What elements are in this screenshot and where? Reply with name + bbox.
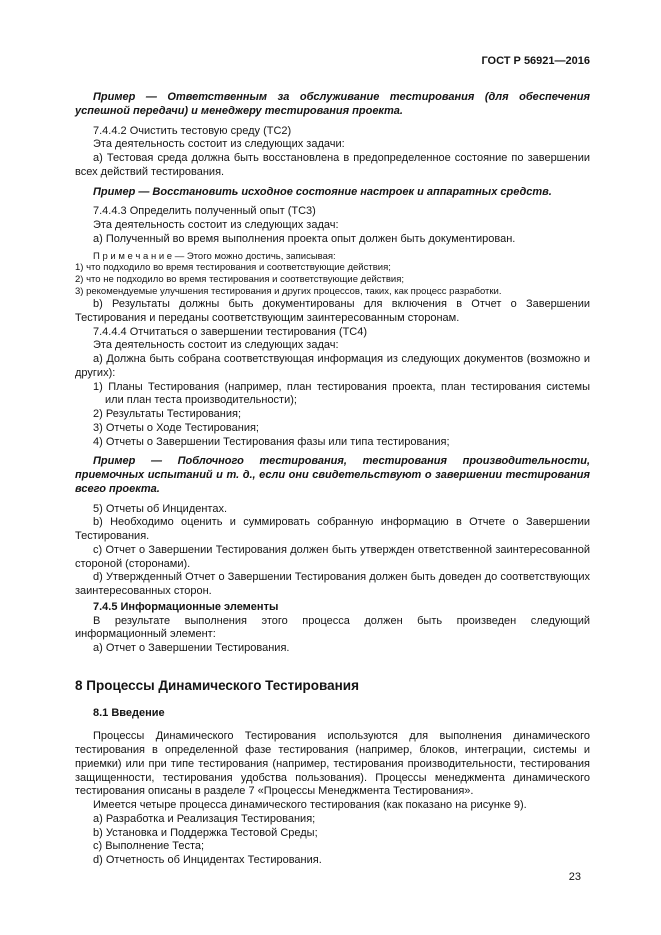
block-body: а) Тестовая среда должна быть восстановлена в предопределенное состояние по завершении всех действий тестирования. <box>75 152 590 178</box>
block-subitem: 5) Отчеты об Инцидентах. <box>93 502 228 515</box>
block-note: П р и м е ч а н и е — Этого можно достичь, записывая: <box>93 250 336 262</box>
block-body: 7.4.4.3 Определить полученный опыт (ТС3) <box>93 205 316 218</box>
block-body: Эта деятельность состоит из следующих задачи: <box>93 138 345 151</box>
block-body: с) Отчет о Завершении Тестирования должен быть утвержден ответственной заинтересованной стороной (сторонами). <box>75 543 590 570</box>
block-body: b) Результаты должны быть документированы для включения в Отчет о Завершении Тестирования и переданы соответствующим заинтересованным сторонам. <box>75 298 590 324</box>
block-body: b) Установка и Поддержка Тестовой Среды; <box>93 826 318 839</box>
block-body: Имеется четыре процесса динамического тестирования (как показано на рисунке 9). <box>93 799 527 812</box>
block-body: а) Должна быть собрана соответствующая информация из следующих документов (возможно и других): <box>75 353 590 379</box>
block-body: d) Утвержденный Отчет о Завершении Тестирования должен быть доведен до соответствующих заинтересованных сторон. <box>75 571 590 597</box>
block-body: а) Отчет о Завершении Тестирования. <box>93 642 290 654</box>
block-body: 7.4.4.2 Очистить тестовую среду (ТС2) <box>93 124 292 137</box>
block-example: Пример — Ответственным за обслуживание тестирования (для обеспечения успешной передачи) и менеджеру тестирования проекта. <box>75 91 590 117</box>
block-body: Эта деятельность состоит из следующих задач: <box>93 339 339 352</box>
block-example: Пример — Восстановить исходное состояние настроек и аппаратных средств. <box>93 185 552 198</box>
block-h1: 8 Процессы Динамического Тестирования <box>75 677 359 693</box>
block-body: b) Необходимо оценить и суммировать собранную информацию в Отчете о Завершении Тестирования. <box>75 516 590 542</box>
document-content <box>75 91 590 868</box>
block-subitem: 4) Отчеты о Завершении Тестирования фазы или типа тестирования; <box>93 435 450 448</box>
block-subitem: 1) Планы Тестирования (например, план тестирования проекта, план тестирования системы или план теста производительности); <box>93 380 590 407</box>
block-body: В результате выполнения этого процесса должен быть произведен следующий информационный элемент: <box>75 614 590 641</box>
block-noteitem: 1) что подходило во время тестирования и соответствующие действия; <box>75 262 391 274</box>
document-header <box>75 55 590 67</box>
block-example: Пример — Поблочного тестирования, тестирования производительности, приемочных испытаний и т. д., если они свидетельствуют о завершении тестирования всего проекта. <box>75 455 590 495</box>
block-noteitem: 2) что не подходило во время тестирования и соответствующие действия; <box>75 274 405 286</box>
block-subitem: 3) Отчеты о Ходе Тестирования; <box>93 421 259 434</box>
block-body: а) Разработка и Реализация Тестирования; <box>93 812 316 825</box>
block-body: а) Полученный во время выполнения проекта опыт должен быть документирован. <box>93 232 516 245</box>
block-body: Процессы Динамического Тестирования используются для выполнения динамического тестирования в определенной фазе тестирования (например, блоков, интеграции, системы и приемки) или при типе тестирования (например, тестирования производительности, тестирования защищенности, тестирования удобства пользования). Процессы менеджмента динамического тестирования описаны в разделе 7 «Процессы Менеджмента Тестирования». <box>75 730 590 798</box>
standard-number: ГОСТ Р 56921—2016 <box>481 55 590 67</box>
block-body: d) Отчетность об Инцидентах Тестирования. <box>93 854 322 867</box>
block-h2: 8.1 Введение <box>93 706 165 719</box>
page-footer <box>569 871 581 883</box>
block-body: с) Выполнение Теста; <box>93 840 205 853</box>
block-h3: 7.4.5 Информационные элементы <box>93 600 279 613</box>
block-body: 7.4.4.4 Отчитаться о завершении тестирования (ТС4) <box>93 325 368 338</box>
block-body: Эта деятельность состоит из следующих задач: <box>93 219 339 231</box>
page-number: 23 <box>568 871 581 883</box>
block-subitem: 2) Результаты Тестирования; <box>93 408 242 420</box>
block-noteitem: 3) рекомендуемые улучшения тестирования и других процессов, таких, как процесс разработки. <box>75 286 502 298</box>
